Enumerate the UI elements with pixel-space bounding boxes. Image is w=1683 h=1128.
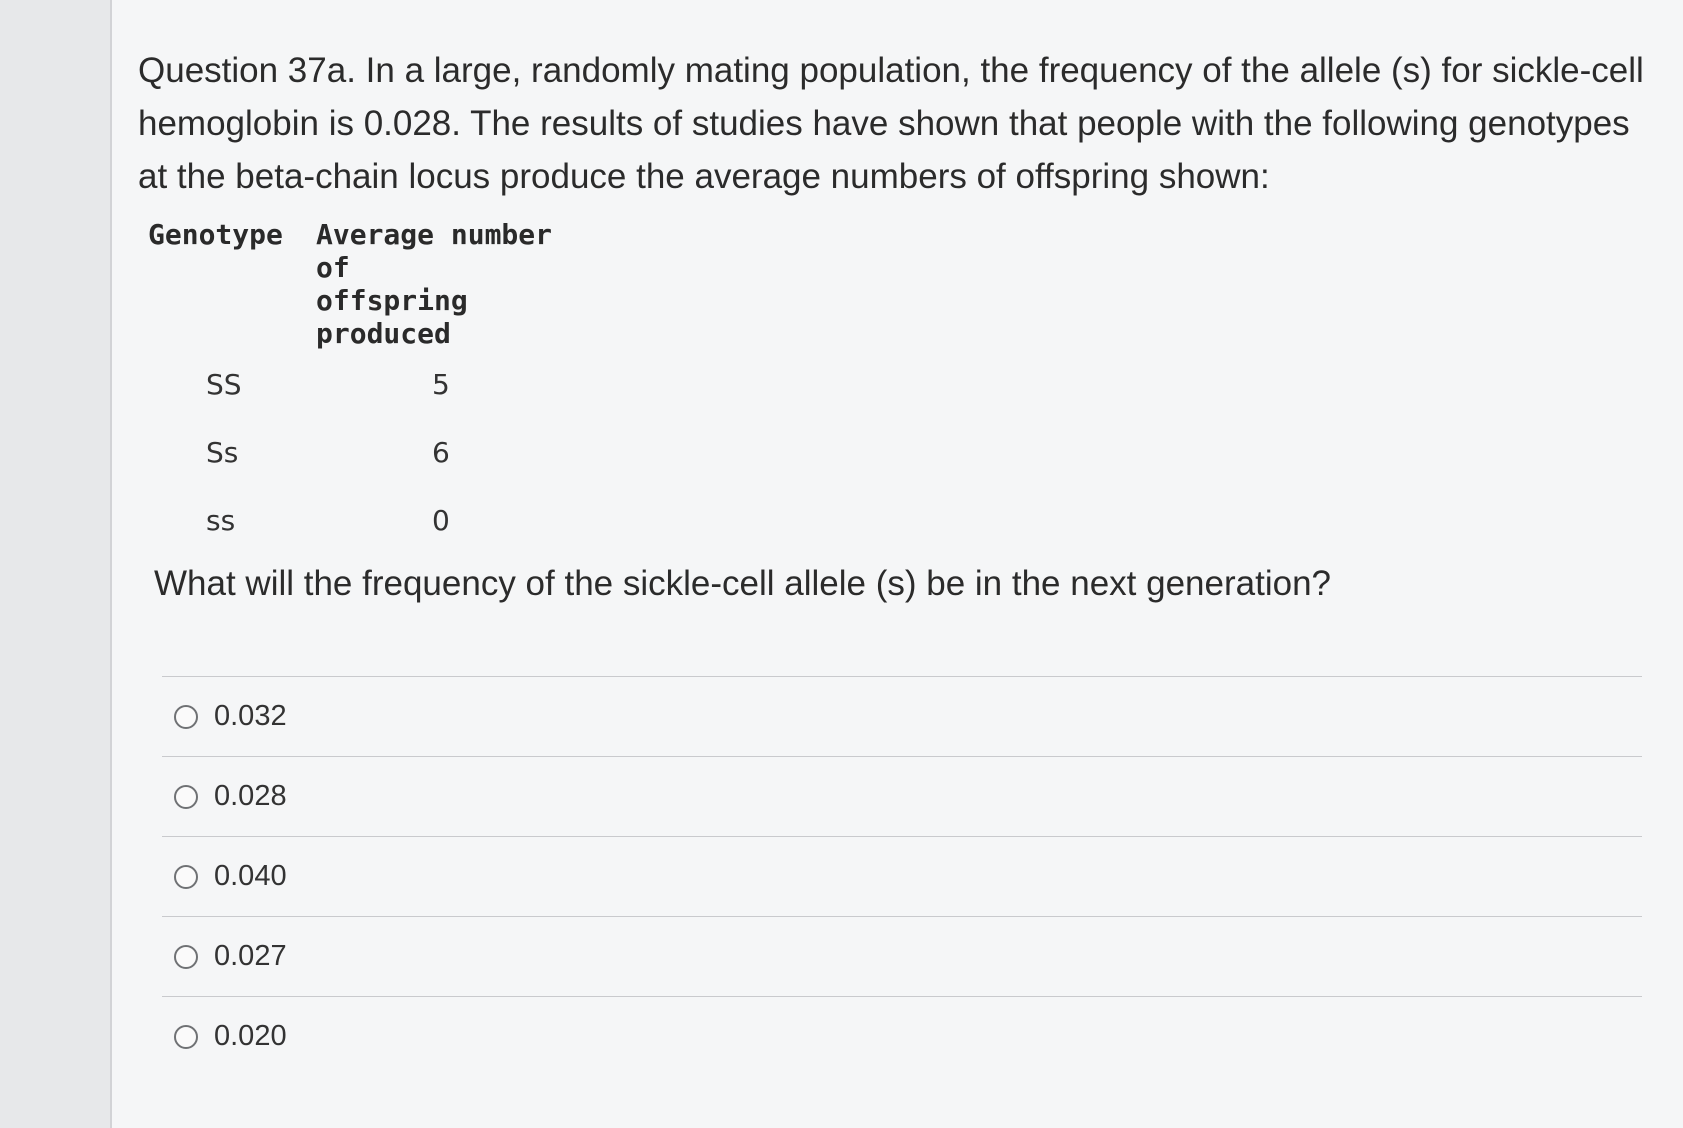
- offspring-cell: 6: [432, 435, 450, 469]
- answer-option[interactable]: [162, 837, 1642, 917]
- answer-option[interactable]: [162, 917, 1642, 997]
- answer-option[interactable]: [162, 757, 1642, 837]
- radio-button[interactable]: [174, 705, 198, 729]
- genotype-cell: ss: [206, 503, 236, 537]
- question-page: [110, 0, 1683, 1128]
- answer-option-label: 0.040: [214, 860, 287, 892]
- table-header-row: [148, 218, 596, 350]
- question-prompt: What will the frequency of the sickle-cell allele (s) be in the next generation?: [154, 564, 1331, 603]
- table-row: [148, 486, 596, 554]
- answer-option-label: 0.032: [214, 700, 287, 732]
- header-offspring-line1: Average number of: [316, 218, 553, 284]
- answer-options: [162, 676, 1642, 1076]
- table-row: [148, 350, 596, 418]
- offspring-cell: 5: [432, 367, 450, 401]
- answer-option-label: 0.028: [214, 780, 287, 812]
- question-text: Question 37a. In a large, randomly mating population, the frequency of the allele (s) for sickle-cell hemoglobin is 0.028. The results of studies have shown that people with the following genotypes at the beta-chain locus produce the average numbers of offspring shown:: [138, 51, 1644, 196]
- header-average-offspring: [316, 218, 596, 350]
- offspring-cell: 0: [432, 503, 450, 537]
- genotype-offspring-table: [148, 218, 596, 554]
- genotype-cell: Ss: [206, 435, 239, 469]
- header-genotype: Genotype: [148, 218, 283, 251]
- answer-option[interactable]: [162, 677, 1642, 757]
- radio-button[interactable]: [174, 865, 198, 889]
- radio-button[interactable]: [174, 1025, 198, 1049]
- answer-option-label: 0.027: [214, 940, 287, 972]
- genotype-cell: SS: [206, 367, 242, 401]
- answer-option[interactable]: [162, 997, 1642, 1076]
- radio-button[interactable]: [174, 945, 198, 969]
- header-offspring-line2: offspring produced: [316, 284, 468, 350]
- radio-button[interactable]: [174, 785, 198, 809]
- answer-option-label: 0.020: [214, 1020, 287, 1052]
- table-row: [148, 418, 596, 486]
